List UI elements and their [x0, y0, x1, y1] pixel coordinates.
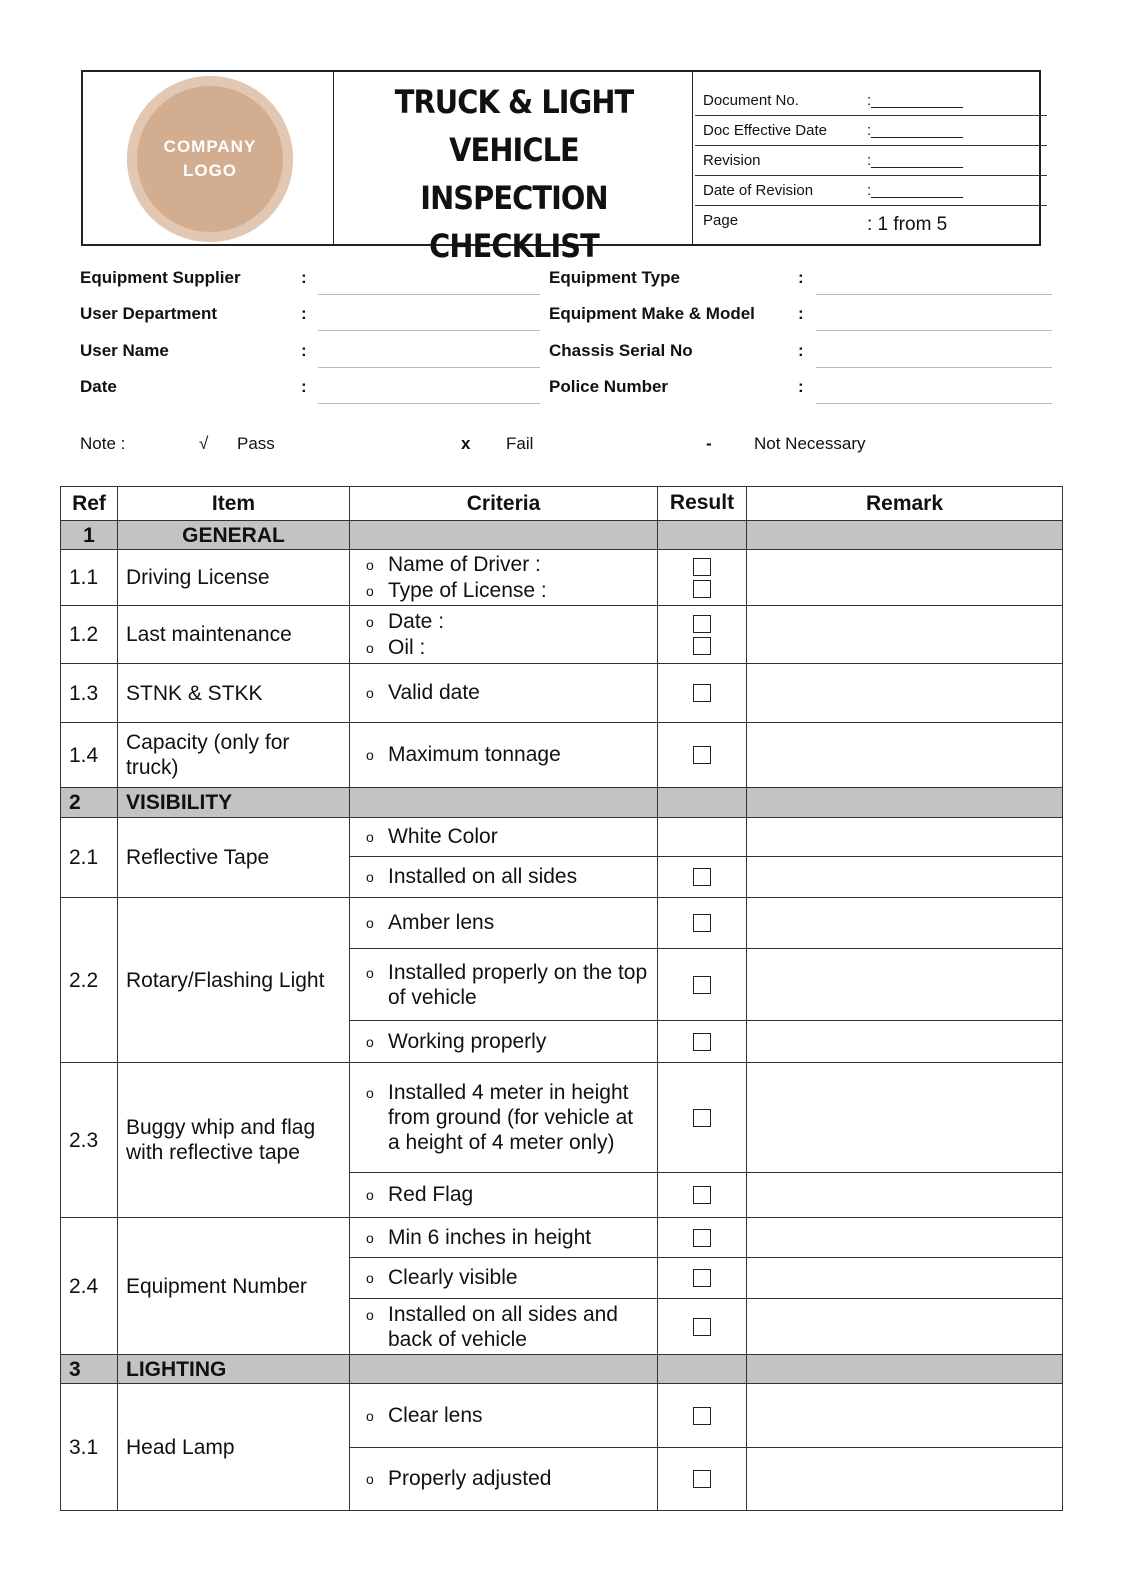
table-row	[61, 898, 1063, 949]
item-name: Capacity (only for truck)	[118, 723, 350, 788]
section-criteria	[350, 1355, 658, 1384]
remark-cell[interactable]	[747, 898, 1063, 949]
criteria-text: Date :	[388, 609, 445, 633]
meta-label: Doc Effective Date	[703, 122, 827, 139]
field-input[interactable]	[318, 403, 540, 404]
item-ref: 2.4	[61, 1218, 118, 1355]
bullet-icon: o	[366, 685, 374, 701]
criteria-item	[366, 1182, 649, 1208]
company-logo: COMPANY LOGO	[127, 76, 293, 242]
table-row	[61, 664, 1063, 723]
table-header-row	[61, 487, 1063, 521]
bullet-icon: o	[366, 1229, 374, 1246]
criteria-text: Installed 4 meter in height from ground (for vehicle at a height of 4 meter only)	[388, 1081, 634, 1154]
result-cell	[658, 1448, 747, 1511]
field-colon: :	[301, 268, 307, 287]
item-ref: 1.4	[61, 723, 118, 788]
field-colon: :	[798, 376, 804, 396]
result-checkbox[interactable]	[693, 580, 711, 598]
divider	[692, 72, 693, 244]
result-checkbox[interactable]	[693, 1269, 711, 1287]
fail-symbol: x	[461, 434, 471, 453]
field-colon: :	[798, 304, 804, 324]
criteria-cell	[350, 1021, 658, 1063]
section-row	[61, 1355, 1063, 1384]
result-cell	[658, 949, 747, 1021]
result-cell	[658, 664, 747, 723]
item-name: Reflective Tape	[118, 818, 350, 898]
bullet-icon: o	[366, 915, 374, 931]
remark-cell[interactable]	[747, 606, 1063, 664]
result-checkbox[interactable]	[693, 1407, 711, 1425]
result-checkbox[interactable]	[693, 684, 711, 702]
result-checkbox[interactable]	[693, 1186, 711, 1204]
criteria-cell	[350, 857, 658, 898]
remark-cell[interactable]	[747, 1258, 1063, 1299]
field-colon: :	[301, 376, 307, 396]
item-ref: 2.3	[61, 1063, 118, 1218]
criteria-item	[366, 960, 649, 1010]
criteria-item	[366, 609, 649, 635]
result-cell	[658, 818, 747, 857]
criteria-cell	[350, 723, 658, 788]
bullet-icon: o	[366, 747, 374, 763]
remark-cell[interactable]	[747, 857, 1063, 898]
meta-row	[695, 86, 1047, 116]
bullet-icon: o	[366, 1407, 374, 1424]
section-ref: 2	[61, 788, 118, 818]
table-row	[61, 606, 1063, 664]
result-checkbox[interactable]	[693, 558, 711, 576]
section-remark	[747, 521, 1063, 550]
table-row	[61, 818, 1063, 857]
remark-cell[interactable]	[747, 664, 1063, 723]
criteria-text: Valid date	[388, 681, 480, 704]
col-criteria: Criteria	[350, 487, 658, 521]
result-cell	[658, 1299, 747, 1355]
field-input[interactable]	[816, 330, 1052, 331]
table-row	[61, 1384, 1063, 1448]
criteria-item	[366, 1265, 649, 1291]
section-title: GENERAL	[118, 521, 350, 550]
result-checkbox[interactable]	[693, 637, 711, 655]
criteria-cell	[350, 1448, 658, 1511]
result-cell	[658, 857, 747, 898]
field-colon: :	[301, 340, 307, 360]
meta-row	[695, 146, 1047, 176]
criteria-text: Maximum tonnage	[388, 743, 561, 766]
criteria-cell	[350, 1299, 658, 1355]
meta-label: Page	[703, 212, 739, 229]
criteria-text: Clearly visible	[388, 1266, 518, 1289]
meta-value[interactable]: :___________	[867, 152, 963, 169]
meta-value[interactable]: :___________	[867, 92, 963, 109]
section-criteria	[350, 521, 658, 550]
criteria-item	[366, 1225, 649, 1251]
field-input[interactable]	[318, 330, 540, 331]
criteria-text: Clear lens	[388, 1403, 483, 1427]
meta-value[interactable]: : 1 from 5	[867, 214, 948, 235]
criteria-item	[366, 680, 649, 706]
field-label: Date	[80, 376, 117, 396]
result-cell	[658, 898, 747, 949]
criteria-text: Installed on all sides and back of vehicle	[388, 1302, 618, 1351]
not-necessary-symbol: -	[706, 434, 712, 453]
item-name: Head Lamp	[118, 1384, 350, 1511]
result-cell	[658, 723, 747, 788]
section-result	[658, 1355, 747, 1384]
field-input[interactable]	[318, 367, 540, 368]
criteria-text: Working properly	[388, 1029, 547, 1053]
document-meta	[695, 86, 1047, 240]
item-name: Last maintenance	[118, 606, 350, 664]
remark-cell[interactable]	[747, 1218, 1063, 1258]
bullet-icon: o	[366, 1306, 374, 1323]
remark-cell[interactable]	[747, 723, 1063, 788]
criteria-text: Properly adjusted	[388, 1467, 552, 1490]
section-remark	[747, 788, 1063, 818]
criteria-item	[366, 824, 649, 850]
bullet-icon: o	[366, 556, 374, 573]
criteria-text: Installed properly on the top of vehicle	[388, 960, 648, 1009]
bullet-icon: o	[366, 869, 374, 885]
item-ref: 1.1	[61, 550, 118, 606]
document-title: TRUCK & LIGHT VEHICLE INSPECTION CHECKLIST	[394, 83, 634, 265]
criteria-item	[366, 635, 649, 661]
criteria-cell	[350, 1063, 658, 1173]
criteria-text: Oil :	[388, 635, 426, 659]
bullet-icon: o	[366, 639, 374, 656]
section-criteria	[350, 788, 658, 818]
section-row	[61, 521, 1063, 550]
field-label: User Department	[80, 304, 217, 324]
remark-cell[interactable]	[747, 550, 1063, 606]
section-row	[61, 788, 1063, 818]
meta-value[interactable]: :___________	[867, 182, 963, 199]
criteria-cell	[350, 898, 658, 949]
criteria-cell	[350, 949, 658, 1021]
fail-label: Fail	[506, 434, 534, 453]
field-input[interactable]	[318, 294, 540, 295]
section-result	[658, 521, 747, 550]
section-title: LIGHTING	[118, 1355, 350, 1384]
result-checkbox[interactable]	[693, 868, 711, 886]
bullet-icon: o	[366, 1033, 374, 1050]
col-remark: Remark	[747, 487, 1063, 521]
criteria-cell	[350, 1218, 658, 1258]
bullet-icon: o	[366, 1270, 374, 1286]
remark-cell[interactable]	[747, 1299, 1063, 1355]
criteria-item	[366, 1029, 649, 1055]
criteria-item	[366, 742, 649, 768]
result-checkbox[interactable]	[693, 1470, 711, 1488]
col-result: Result	[658, 487, 747, 521]
field-label: Equipment Supplier	[80, 268, 241, 287]
criteria-item	[366, 578, 649, 604]
field-label: Equipment Type	[549, 268, 680, 287]
section-result	[658, 788, 747, 818]
meta-label: Date of Revision	[703, 182, 814, 199]
section-ref: 3	[61, 1355, 118, 1384]
item-name: Buggy whip and flag with reflective tape	[118, 1063, 350, 1218]
table-row	[61, 723, 1063, 788]
bullet-icon: o	[366, 582, 374, 599]
section-title: VISIBILITY	[118, 788, 350, 818]
criteria-item	[366, 552, 649, 578]
meta-row	[695, 206, 1047, 240]
result-cell	[658, 1173, 747, 1218]
result-checkbox[interactable]	[693, 1318, 711, 1336]
result-checkbox[interactable]	[693, 615, 711, 633]
criteria-text: Amber lens	[388, 911, 495, 934]
criteria-item	[366, 1302, 649, 1352]
result-cell	[658, 1218, 747, 1258]
criteria-cell	[350, 1384, 658, 1448]
criteria-text: Red Flag	[388, 1183, 474, 1206]
remark-cell[interactable]	[747, 1063, 1063, 1173]
section-ref: 1	[61, 521, 118, 550]
field-input[interactable]	[816, 367, 1052, 368]
item-ref: 2.1	[61, 818, 118, 898]
table-row	[61, 1218, 1063, 1258]
item-ref: 1.3	[61, 664, 118, 723]
criteria-text: Min 6 inches in height	[388, 1225, 592, 1249]
item-name: STNK & STKK	[118, 664, 350, 723]
result-cell	[658, 1258, 747, 1299]
field-label: Chassis Serial No	[549, 340, 693, 360]
not-necessary-label: Not Necessary	[754, 434, 866, 453]
result-cell	[658, 1384, 747, 1448]
remark-cell[interactable]	[747, 1448, 1063, 1511]
result-cell	[658, 1021, 747, 1063]
bullet-icon: o	[366, 1187, 374, 1203]
criteria-text: Installed on all sides	[388, 865, 578, 888]
item-name: Equipment Number	[118, 1218, 350, 1355]
item-ref: 3.1	[61, 1384, 118, 1511]
field-label: Police Number	[549, 376, 669, 396]
bullet-icon: o	[366, 1085, 374, 1101]
bullet-icon: o	[366, 829, 374, 845]
criteria-item	[366, 1080, 649, 1155]
document-header	[81, 70, 1041, 265]
col-ref: Ref	[61, 487, 118, 521]
bullet-icon: o	[366, 613, 374, 630]
result-checkbox[interactable]	[693, 1033, 711, 1051]
item-name: Driving License	[118, 550, 350, 606]
result-checkbox[interactable]	[693, 976, 711, 994]
remark-cell[interactable]	[747, 1173, 1063, 1218]
section-remark	[747, 1355, 1063, 1384]
criteria-cell	[350, 606, 658, 664]
field-label: Equipment Make & Model	[549, 304, 755, 324]
checklist-table	[60, 486, 1063, 1511]
criteria-text: Type of License :	[388, 578, 547, 602]
remark-cell[interactable]	[747, 1021, 1063, 1063]
pass-symbol: √	[199, 434, 209, 453]
criteria-cell	[350, 664, 658, 723]
criteria-cell	[350, 818, 658, 857]
result-checkbox[interactable]	[693, 746, 711, 764]
meta-value[interactable]: :___________	[867, 122, 963, 139]
item-ref: 1.2	[61, 606, 118, 664]
pass-label: Pass	[237, 434, 275, 453]
result-checkbox[interactable]	[693, 1109, 711, 1127]
meta-row	[695, 176, 1047, 206]
remark-cell[interactable]	[747, 818, 1063, 857]
remark-cell[interactable]	[747, 949, 1063, 1021]
criteria-cell	[350, 1173, 658, 1218]
note-label: Note :	[80, 434, 126, 453]
item-name: Rotary/Flashing Light	[118, 898, 350, 1063]
criteria-item	[366, 1403, 649, 1429]
criteria-cell	[350, 550, 658, 606]
meta-label: Document No.	[703, 92, 799, 109]
field-input[interactable]	[816, 294, 1052, 295]
field-colon: :	[798, 340, 804, 360]
result-cell	[658, 1063, 747, 1173]
field-label: User Name	[80, 340, 169, 360]
item-ref: 2.2	[61, 898, 118, 1063]
table-row	[61, 550, 1063, 606]
criteria-text: White Color	[388, 825, 498, 848]
field-input[interactable]	[816, 403, 1052, 404]
field-colon: :	[798, 268, 804, 287]
bullet-icon: o	[366, 964, 374, 981]
criteria-item	[366, 1466, 649, 1492]
meta-label: Revision	[703, 152, 761, 169]
field-colon: :	[301, 304, 307, 324]
result-checkbox[interactable]	[693, 1229, 711, 1247]
criteria-item	[366, 864, 649, 890]
table-row	[61, 1063, 1063, 1173]
remark-cell[interactable]	[747, 1384, 1063, 1448]
meta-row	[695, 116, 1047, 146]
result-checkbox[interactable]	[693, 914, 711, 932]
result-cell	[658, 606, 747, 664]
criteria-text: Name of Driver :	[388, 552, 541, 576]
divider	[333, 72, 334, 244]
col-item: Item	[118, 487, 350, 521]
result-cell	[658, 550, 747, 606]
criteria-item	[366, 910, 649, 936]
criteria-cell	[350, 1258, 658, 1299]
bullet-icon: o	[366, 1471, 374, 1487]
